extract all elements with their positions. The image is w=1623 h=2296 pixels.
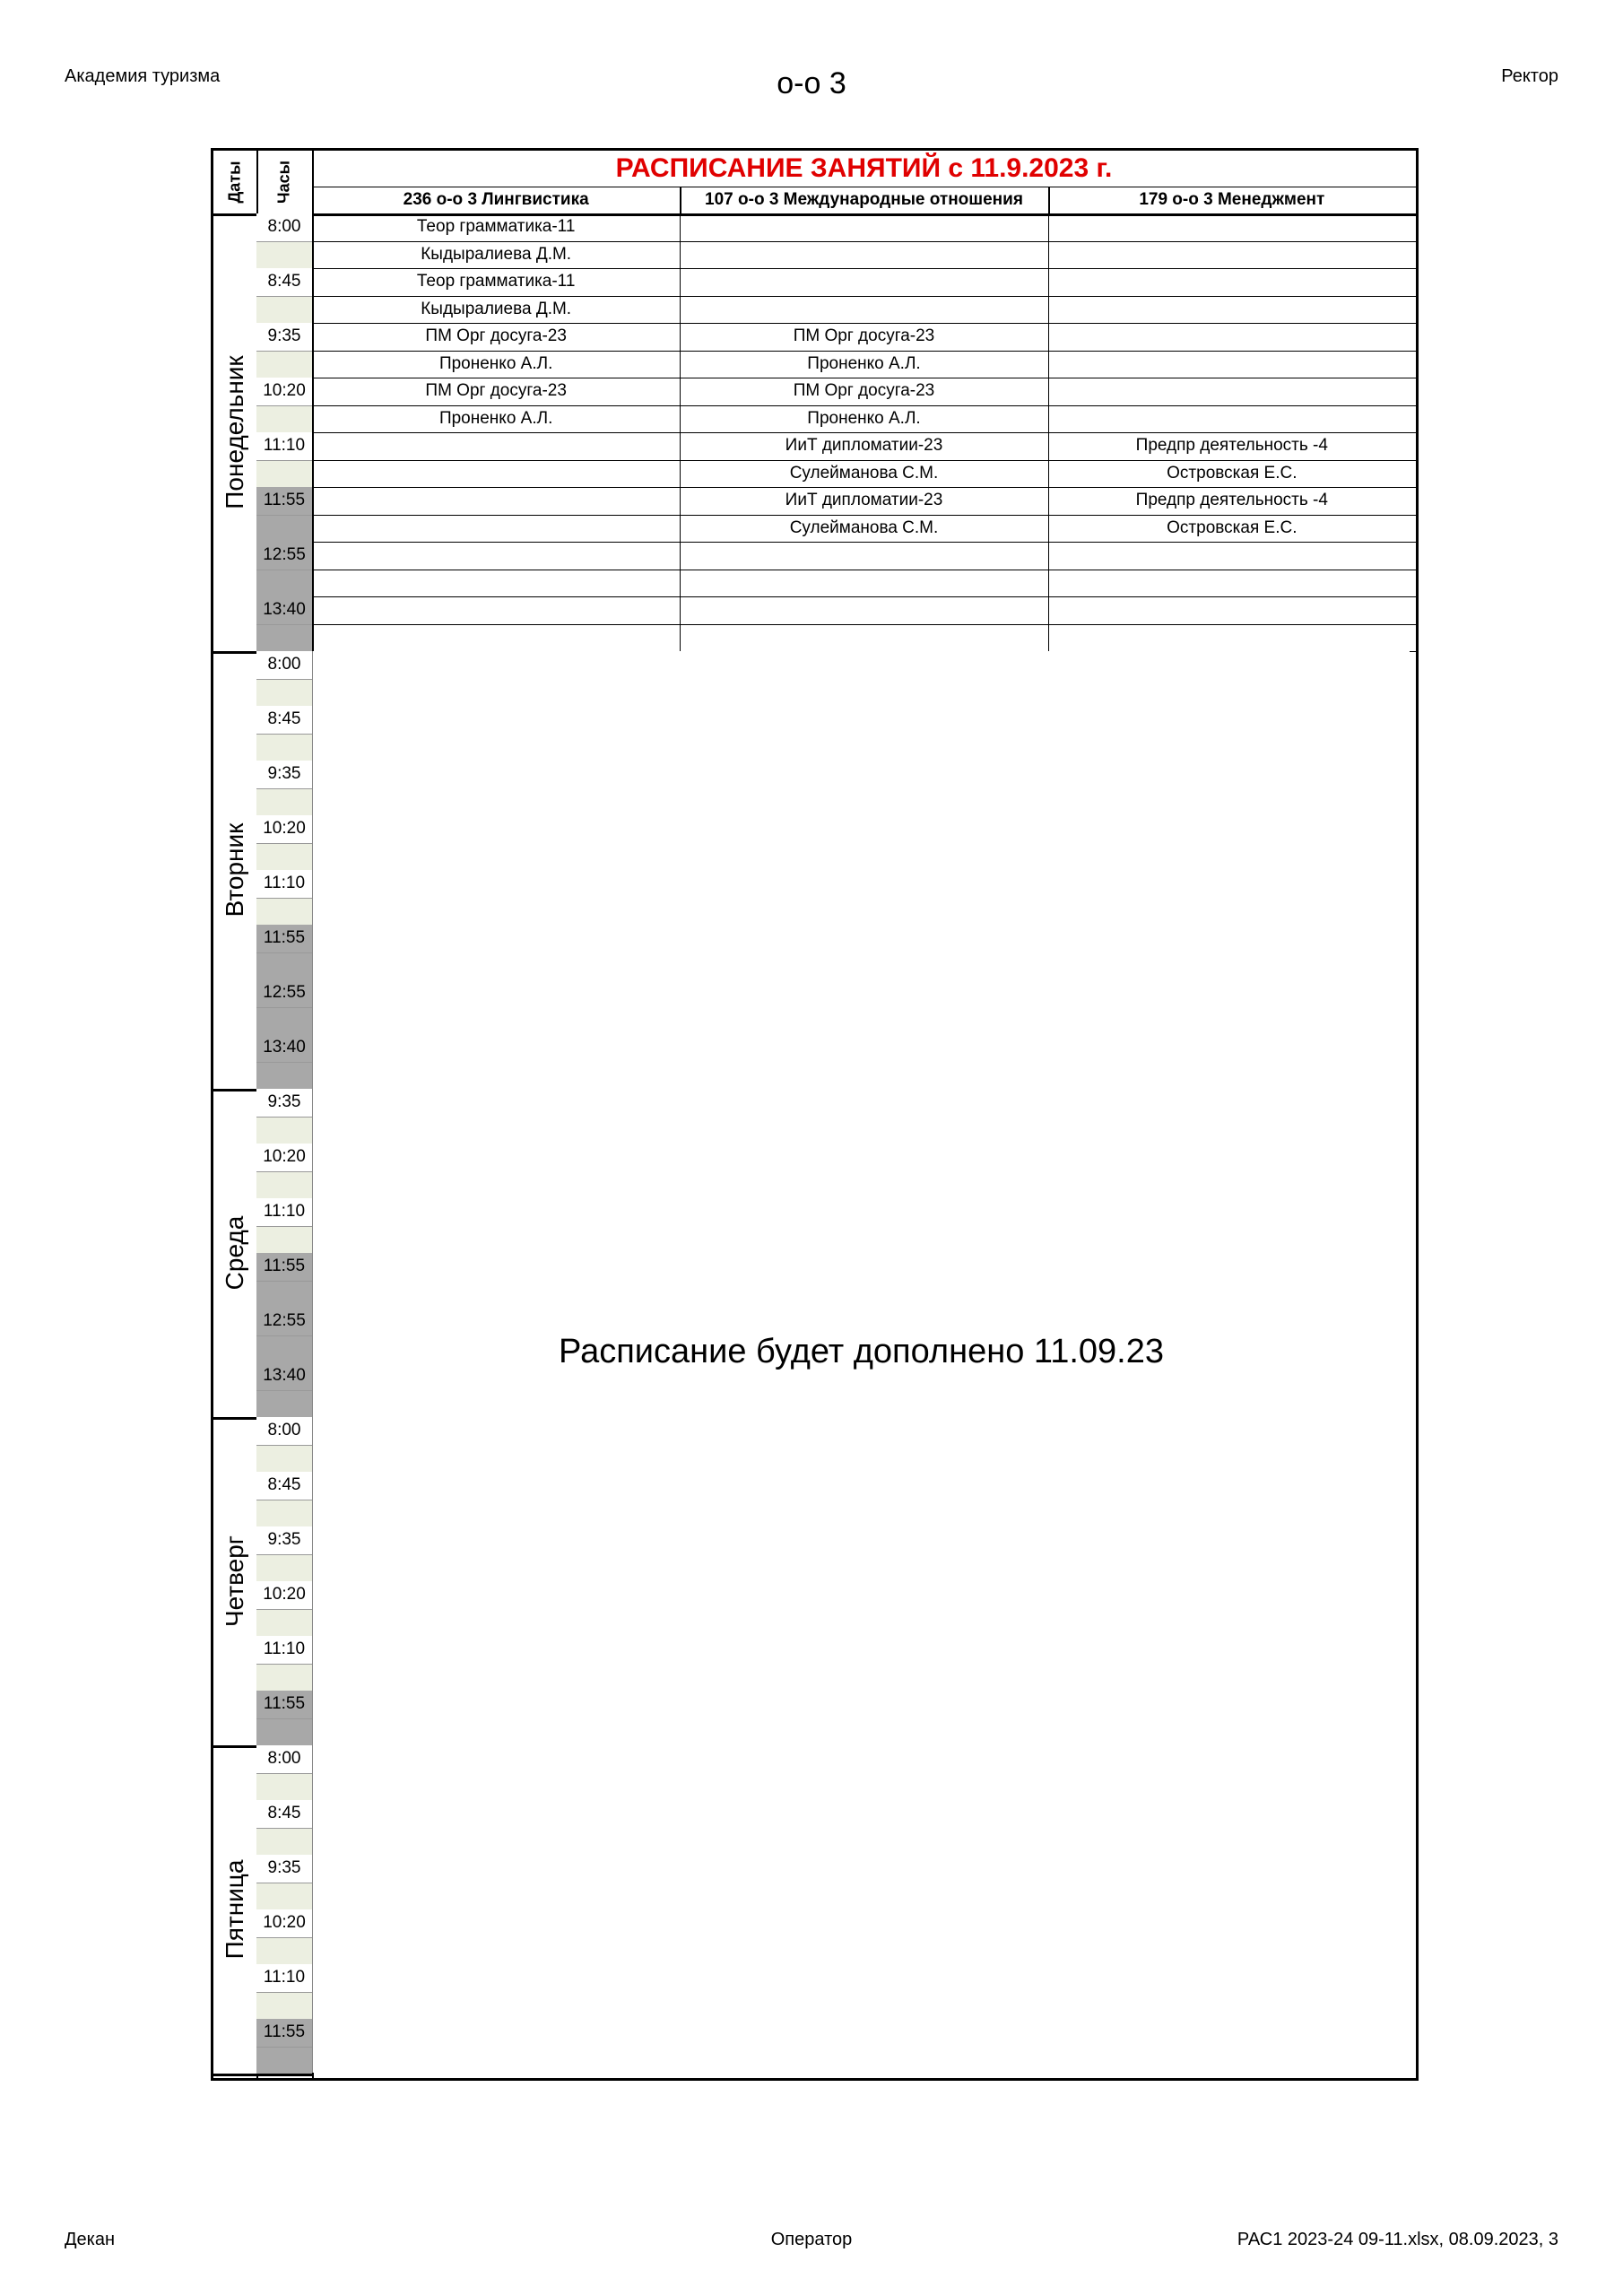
lesson-subject: Предпр деятельность -4 (1135, 436, 1328, 455)
time-cell (256, 487, 312, 515)
grid-line (256, 1007, 312, 1008)
time-label: 11:10 (263, 1968, 306, 1987)
time-label: 11:10 (263, 436, 306, 455)
grid-line (312, 405, 1416, 406)
time-cell-lower (256, 296, 312, 324)
time-cell-lower (256, 1171, 312, 1199)
time-label: 12:55 (263, 983, 306, 1002)
lesson-teacher: Кыдыралиева Д.М. (421, 244, 572, 264)
time-label: 12:55 (263, 1311, 306, 1330)
grid-line (1048, 187, 1050, 213)
grid-line (256, 734, 312, 735)
lesson-teacher: Проненко А.Л. (807, 353, 921, 373)
time-label: 10:20 (263, 1147, 306, 1166)
time-cell-lower (256, 1992, 312, 2020)
time-cell-lower (256, 515, 312, 543)
footer-center: Оператор (770, 2230, 853, 2249)
lesson-teacher: Проненко А.Л. (438, 408, 553, 428)
time-cell-lower (256, 1281, 312, 1309)
time-label: 11:10 (263, 1202, 306, 1221)
grid-line (312, 241, 1416, 242)
time-cell (256, 1855, 312, 1883)
grid-line (256, 1992, 312, 1993)
grid-line (256, 1281, 312, 1282)
time-cell (256, 432, 312, 460)
time-cell (256, 1964, 312, 1992)
lesson-teacher: Кыдыралиева Д.М. (421, 299, 572, 318)
blank-area (312, 651, 1410, 2073)
grid-line (256, 241, 312, 242)
time-cell-lower (256, 1390, 312, 1418)
time-cell-lower (256, 788, 312, 816)
time-label: 9:35 (267, 764, 301, 783)
time-cell (256, 979, 312, 1007)
header-right: Ректор (1501, 66, 1558, 86)
time-label: 8:45 (267, 1475, 301, 1494)
time-cell-lower (256, 2047, 312, 2074)
time-cell-lower (256, 1718, 312, 1746)
time-cell (256, 1362, 312, 1390)
time-label: 13:40 (263, 600, 306, 619)
lesson-subject: Теор грамматика-11 (416, 272, 576, 291)
grid-line (213, 2074, 312, 2076)
time-cell (256, 1909, 312, 1937)
time-cell-lower (256, 1937, 312, 1965)
day-name: Вторник (221, 822, 248, 918)
grid-line (680, 213, 681, 651)
time-cell (256, 1800, 312, 1828)
time-label: 11:55 (263, 1694, 306, 1713)
time-cell (256, 761, 312, 788)
time-cell-lower (256, 843, 312, 871)
schedule-table (211, 148, 1419, 2081)
time-label: 11:55 (263, 491, 306, 509)
grid-line (256, 460, 312, 461)
grid-line (256, 898, 312, 899)
time-cell-lower (256, 1007, 312, 1035)
time-cell (256, 1253, 312, 1281)
time-cell-lower (256, 1883, 312, 1910)
time-label: 8:00 (267, 1421, 301, 1439)
time-label: 10:20 (263, 381, 306, 400)
grid-line (256, 843, 312, 844)
time-cell (256, 1144, 312, 1171)
time-cell-lower (256, 1554, 312, 1582)
time-cell (256, 1089, 312, 1117)
dates-label: Даты (225, 161, 244, 204)
grid-line (312, 351, 1416, 352)
time-cell-lower (256, 570, 312, 597)
grid-line (256, 1609, 312, 1610)
time-cell (256, 1636, 312, 1664)
lesson-teacher: Сулейманова С.М. (789, 517, 939, 537)
time-cell-lower (256, 1062, 312, 1090)
time-label: 13:40 (263, 1038, 306, 1057)
grid-line (256, 1390, 312, 1391)
lesson-subject: ПМ Орг досуга-23 (425, 326, 567, 345)
day-cell (213, 1089, 256, 1417)
grid-line (256, 952, 312, 953)
lesson-subject: Предпр деятельность -4 (1135, 491, 1328, 509)
time-label: 13:40 (263, 1366, 306, 1385)
time-cell (256, 1034, 312, 1062)
time-cell-lower (256, 679, 312, 707)
day-name: Среда (221, 1215, 248, 1291)
grid-line (256, 515, 312, 516)
grid-line (256, 1171, 312, 1172)
grid-line (256, 1773, 312, 1774)
grid-line (312, 596, 1416, 597)
group-header: 179 о-о 3 Менеджмент (1139, 190, 1325, 209)
time-cell (256, 1745, 312, 1773)
lesson-subject: ПМ Орг досуга-23 (425, 381, 567, 400)
grid-line (256, 1664, 312, 1665)
page-title: о-о 3 (777, 66, 846, 100)
grid-line (256, 624, 312, 625)
time-cell (256, 213, 312, 241)
time-cell-lower (256, 1226, 312, 1254)
day-name: Четверг (221, 1535, 248, 1628)
grid-line (680, 187, 681, 213)
time-cell-lower (256, 241, 312, 269)
grid-line (256, 1226, 312, 1227)
time-cell-lower (256, 952, 312, 980)
grid-line (256, 1062, 312, 1063)
group-header: 236 о-о 3 Лингвистика (403, 190, 589, 209)
lesson-teacher: Проненко А.Л. (807, 408, 921, 428)
time-label: 11:10 (263, 874, 306, 892)
notice-text: Расписание будет дополнено 11.09.23 (559, 1333, 1164, 1370)
grid-line (256, 405, 312, 406)
time-cell-lower (256, 351, 312, 378)
day-cell (213, 651, 256, 1089)
time-label: 8:00 (267, 655, 301, 674)
day-cell (213, 1417, 256, 1745)
day-name: Пятница (221, 1859, 248, 1960)
grid-line (256, 788, 312, 789)
time-cell (256, 1691, 312, 1718)
time-label: 9:35 (267, 1092, 301, 1111)
group-header: 107 о-о 3 Международные отношения (705, 190, 1023, 209)
time-cell (256, 2019, 312, 2047)
time-cell-lower (256, 1773, 312, 1801)
time-label: 11:55 (263, 2022, 306, 2041)
grid-line (256, 351, 312, 352)
time-cell-lower (256, 1609, 312, 1637)
time-cell (256, 268, 312, 296)
time-cell-lower (256, 1828, 312, 1856)
header-left: Академия туризма (65, 66, 221, 86)
grid-line (256, 1828, 312, 1829)
hours-label: Часы (274, 160, 293, 204)
time-cell-lower (256, 1445, 312, 1473)
column-header-hours (256, 151, 312, 213)
grid-line (256, 2047, 312, 2048)
day-cell (213, 213, 256, 651)
time-cell-lower (256, 898, 312, 926)
grid-line (312, 460, 1416, 461)
lesson-teacher: Островская Е.С. (1167, 517, 1298, 537)
time-cell-lower (256, 405, 312, 433)
footer-left: Декан (65, 2230, 116, 2249)
time-label: 10:20 (263, 819, 306, 838)
footer-right: РАС1 2023-24 09-11.xlsx, 08.09.2023, 3 (1237, 2230, 1558, 2249)
grid-line (256, 1937, 312, 1938)
time-cell (256, 706, 312, 734)
column-header-dates (213, 151, 256, 213)
lesson-subject: ПМ Орг досуга-23 (793, 381, 935, 400)
time-cell-lower (256, 460, 312, 488)
lesson-teacher: Сулейманова С.М. (789, 463, 939, 483)
time-label: 10:20 (263, 1913, 306, 1932)
time-label: 8:45 (267, 1804, 301, 1822)
time-label: 11:10 (263, 1639, 306, 1658)
time-cell-lower (256, 624, 312, 652)
day-cell (213, 1745, 256, 2074)
time-cell (256, 925, 312, 952)
time-label: 9:35 (267, 1858, 301, 1877)
grid-line (256, 1554, 312, 1555)
time-cell (256, 1581, 312, 1609)
lesson-subject: Теор грамматика-11 (416, 217, 576, 236)
time-label: 11:55 (263, 1257, 306, 1275)
lesson-teacher: Проненко А.Л. (438, 353, 553, 373)
grid-line (312, 542, 1416, 543)
time-cell (256, 1198, 312, 1226)
time-label: 8:45 (267, 272, 301, 291)
grid-line (256, 1445, 312, 1446)
schedule-title: РАСПИСАНИЕ ЗАНЯТИЙ с 11.9.2023 г. (615, 153, 1113, 183)
time-cell-lower (256, 1664, 312, 1692)
time-label: 9:35 (267, 1530, 301, 1549)
time-cell (256, 870, 312, 898)
time-label: 9:35 (267, 326, 301, 345)
lesson-subject: ПМ Орг досуга-23 (793, 326, 935, 345)
time-cell (256, 815, 312, 843)
time-cell (256, 1526, 312, 1554)
grid-line (256, 296, 312, 297)
time-label: 8:45 (267, 709, 301, 728)
time-cell (256, 323, 312, 351)
time-label: 8:00 (267, 1749, 301, 1768)
time-cell (256, 596, 312, 624)
time-cell (256, 1472, 312, 1500)
time-label: 8:00 (267, 217, 301, 236)
grid-line (312, 624, 1416, 625)
time-cell (256, 651, 312, 679)
time-cell-lower (256, 1500, 312, 1527)
time-label: 11:55 (263, 928, 306, 947)
grid-line (256, 1335, 312, 1336)
time-label: 10:20 (263, 1585, 306, 1604)
time-cell (256, 1417, 312, 1445)
lesson-teacher: Островская Е.С. (1167, 463, 1298, 483)
time-cell (256, 1308, 312, 1335)
time-cell (256, 542, 312, 570)
grid-line (1048, 213, 1049, 651)
time-label: 12:55 (263, 545, 306, 564)
time-cell (256, 378, 312, 405)
time-cell-lower (256, 1117, 312, 1144)
grid-line (256, 1117, 312, 1118)
grid-line (256, 679, 312, 680)
lesson-subject: ИиТ дипломатии-23 (785, 491, 943, 509)
time-cell-lower (256, 1335, 312, 1363)
lesson-subject: ИиТ дипломатии-23 (785, 436, 943, 455)
grid-line (312, 296, 1416, 297)
grid-line (256, 1718, 312, 1719)
grid-line (312, 515, 1416, 516)
day-name: Понедельник (221, 355, 248, 509)
time-cell-lower (256, 734, 312, 761)
